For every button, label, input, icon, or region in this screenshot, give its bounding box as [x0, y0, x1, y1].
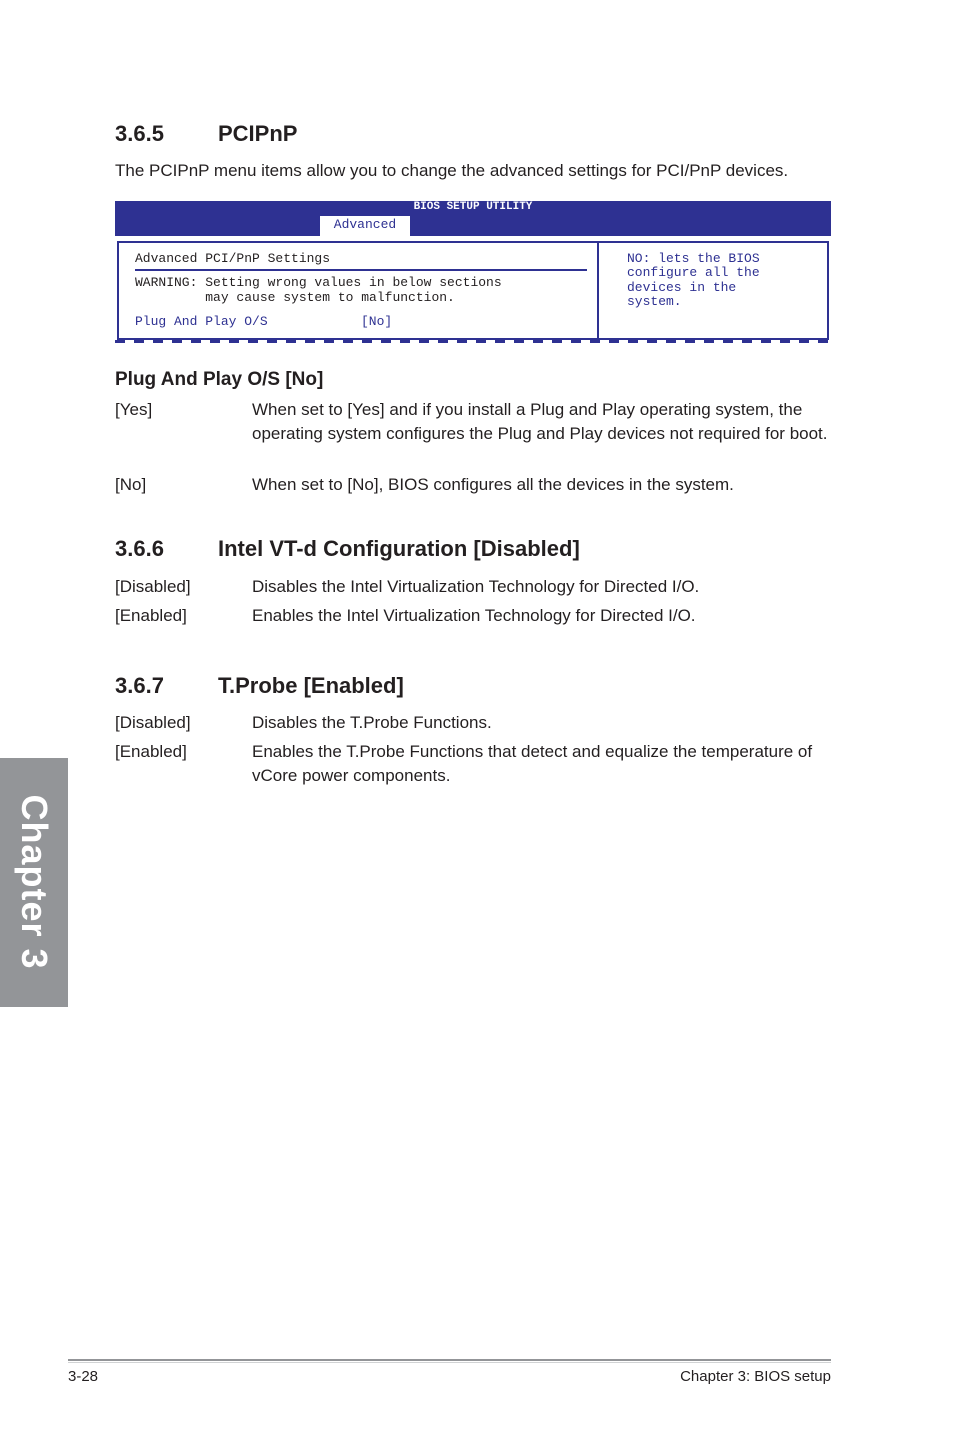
pnp-no-desc: When set to [No], BIOS configures all the devices in the system. [252, 475, 734, 494]
bios-item-plug-and-play-label[interactable]: Plug And Play O/S [135, 314, 268, 329]
vtd-enabled-desc: Enables the Intel Virtualization Technology for Directed I/O. [252, 606, 696, 625]
bios-help-line3: devices in the [627, 280, 737, 295]
tprobe-enabled-term: [Enabled] [115, 742, 187, 761]
pnp-yes-desc: When set to [Yes] and if you install a Plug and Play operating system, the operating system configures the Plug and Play devices not required for boot. [252, 400, 828, 443]
pnp-no-term: [No] [115, 475, 147, 494]
bios-warning-line2: may cause system to malfunction. [135, 290, 455, 305]
tprobe-disabled-desc: Disables the T.Probe Functions. [252, 713, 492, 732]
section-number: 3.6.6 [115, 536, 164, 561]
bios-settings-pane [119, 243, 597, 338]
section-title: PCIPnP [218, 121, 298, 146]
section-number: 3.6.5 [115, 121, 164, 146]
bios-heading-divider [135, 269, 587, 271]
section-title: Intel VT-d Configuration [Disabled] [218, 536, 580, 561]
bios-content-frame [117, 241, 829, 340]
vtd-disabled-desc: Disables the Intel Virtualization Technology for Directed I/O. [252, 577, 700, 596]
bios-dashed-border [115, 340, 831, 343]
tprobe-enabled-desc: Enables the T.Probe Functions that detect and equalize the temperature of vCore power components. [252, 742, 813, 785]
chapter-side-label: Chapter 3 [14, 794, 55, 970]
bios-help-line4: system. [627, 294, 682, 309]
vtd-disabled-term: [Disabled] [115, 577, 191, 596]
footer-chapter: Chapter 3: BIOS setup [680, 1368, 831, 1385]
section-title: T.Probe [Enabled] [218, 673, 404, 698]
tprobe-disabled-term: [Disabled] [115, 713, 191, 732]
pnp-yes-term: [Yes] [115, 400, 153, 419]
bios-title-bar [115, 201, 831, 236]
tab-advanced[interactable]: Advanced [320, 216, 410, 236]
section-number: 3.6.7 [115, 673, 164, 698]
bios-pane-divider [597, 243, 599, 338]
vtd-enabled-term: [Enabled] [115, 606, 187, 625]
bios-heading: Advanced PCI/PnP Settings [135, 251, 331, 266]
footer-rule [68, 1359, 831, 1361]
section-intro: The PCIPnP menu items allow you to change the advanced settings for PCI/PnP devices. [115, 161, 789, 180]
bios-help-line2: configure all the [627, 265, 760, 280]
pnp-heading: Plug And Play O/S [No] [115, 369, 324, 390]
bios-screenshot [115, 201, 831, 347]
bios-title: BIOS SETUP UTILITY [413, 201, 533, 213]
bios-item-plug-and-play-value[interactable]: [No] [361, 314, 393, 329]
bios-warning-line1: WARNING: Setting wrong values in below sections [135, 275, 502, 290]
footer-rule-light [68, 1362, 831, 1363]
page-number: 3-28 [68, 1368, 99, 1385]
bios-help-line1: NO: lets the BIOS [627, 251, 760, 266]
